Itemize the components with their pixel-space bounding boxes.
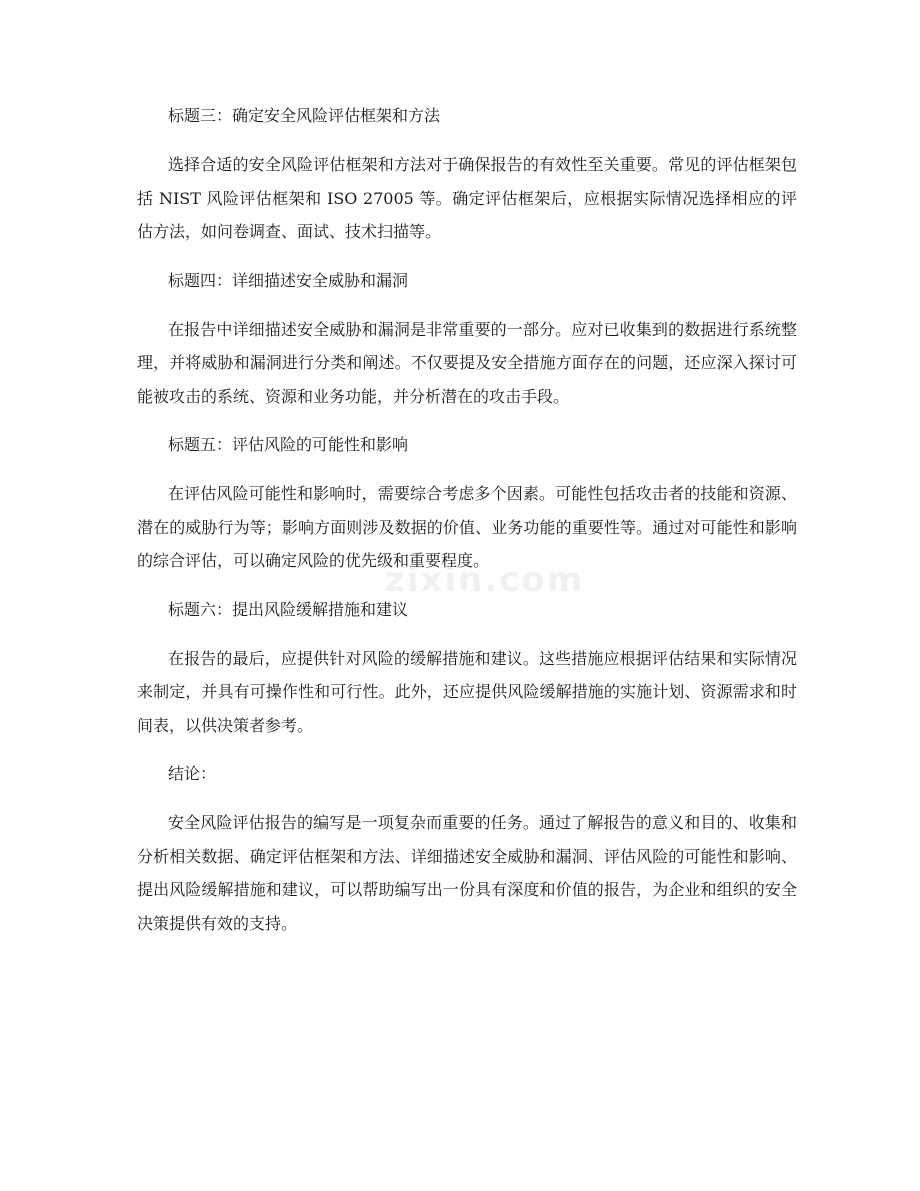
section-heading-5: 标题五：评估风险的可能性和影响 bbox=[168, 435, 409, 454]
section-body-4: 在报告中详细描述安全威胁和漏洞是非常重要的一部分。应对已收集到的数据进行系统整理，并将威胁和漏洞进行分类和阐述。不仅要提及安全措施方面存在的问题，还应深入探讨可能被攻击的系统、资源和业务功能，并分析潜在的攻击手段。 bbox=[137, 319, 797, 406]
document-page bbox=[137, 100, 797, 956]
section-heading-3: 标题三：确定安全风险评估框架和方法 bbox=[168, 106, 441, 125]
conclusion-body: 安全风险评估报告的编写是一项复杂而重要的任务。通过了解报告的意义和目的、收集和分析相关数据、确定评估框架和方法、详细描述安全威胁和漏洞、评估风险的可能性和影响、提出风险缓解措施和建议，可以帮助编写出一份具有深度和价值的报告，为企业和组织的安全决策提供有效的支持。 bbox=[137, 813, 797, 933]
watermark: zixin.com bbox=[385, 560, 585, 600]
section-heading-4: 标题四：详细描述安全威胁和漏洞 bbox=[168, 270, 409, 290]
section-body-6: 在报告的最后，应提供针对风险的缓解措施和建议。这些措施应根据评估结果和实际情况来制定，并具有可操作性和可行性。此外，还应提供风险缓解措施的实施计划、资源需求和时间表，以供决策者参考。 bbox=[137, 648, 797, 735]
section-heading-6: 标题六：提出风险缓解措施和建议 bbox=[168, 599, 409, 619]
section-body-5: 在评估风险可能性和影响时，需要综合考虑多个因素。可能性包括攻击者的技能和资源、潜在的威胁行为等；影响方面则涉及数据的价值、业务功能的重要性等。通过对可能性和影响的综合评估，可以确定风险的优先级和重要程度。 bbox=[137, 484, 797, 570]
section-body-3: 选择合适的安全风险评估框架和方法对于确保报告的有效性至关重要。常见的评估框架包括 NIST 风险评估框架和 ISO 27005 等。确定评估框架后，应根据实际情况选择相应的评估方法，如问卷调查、面试、技术扫描等。 bbox=[137, 155, 797, 241]
conclusion-heading: 结论： bbox=[168, 764, 217, 783]
